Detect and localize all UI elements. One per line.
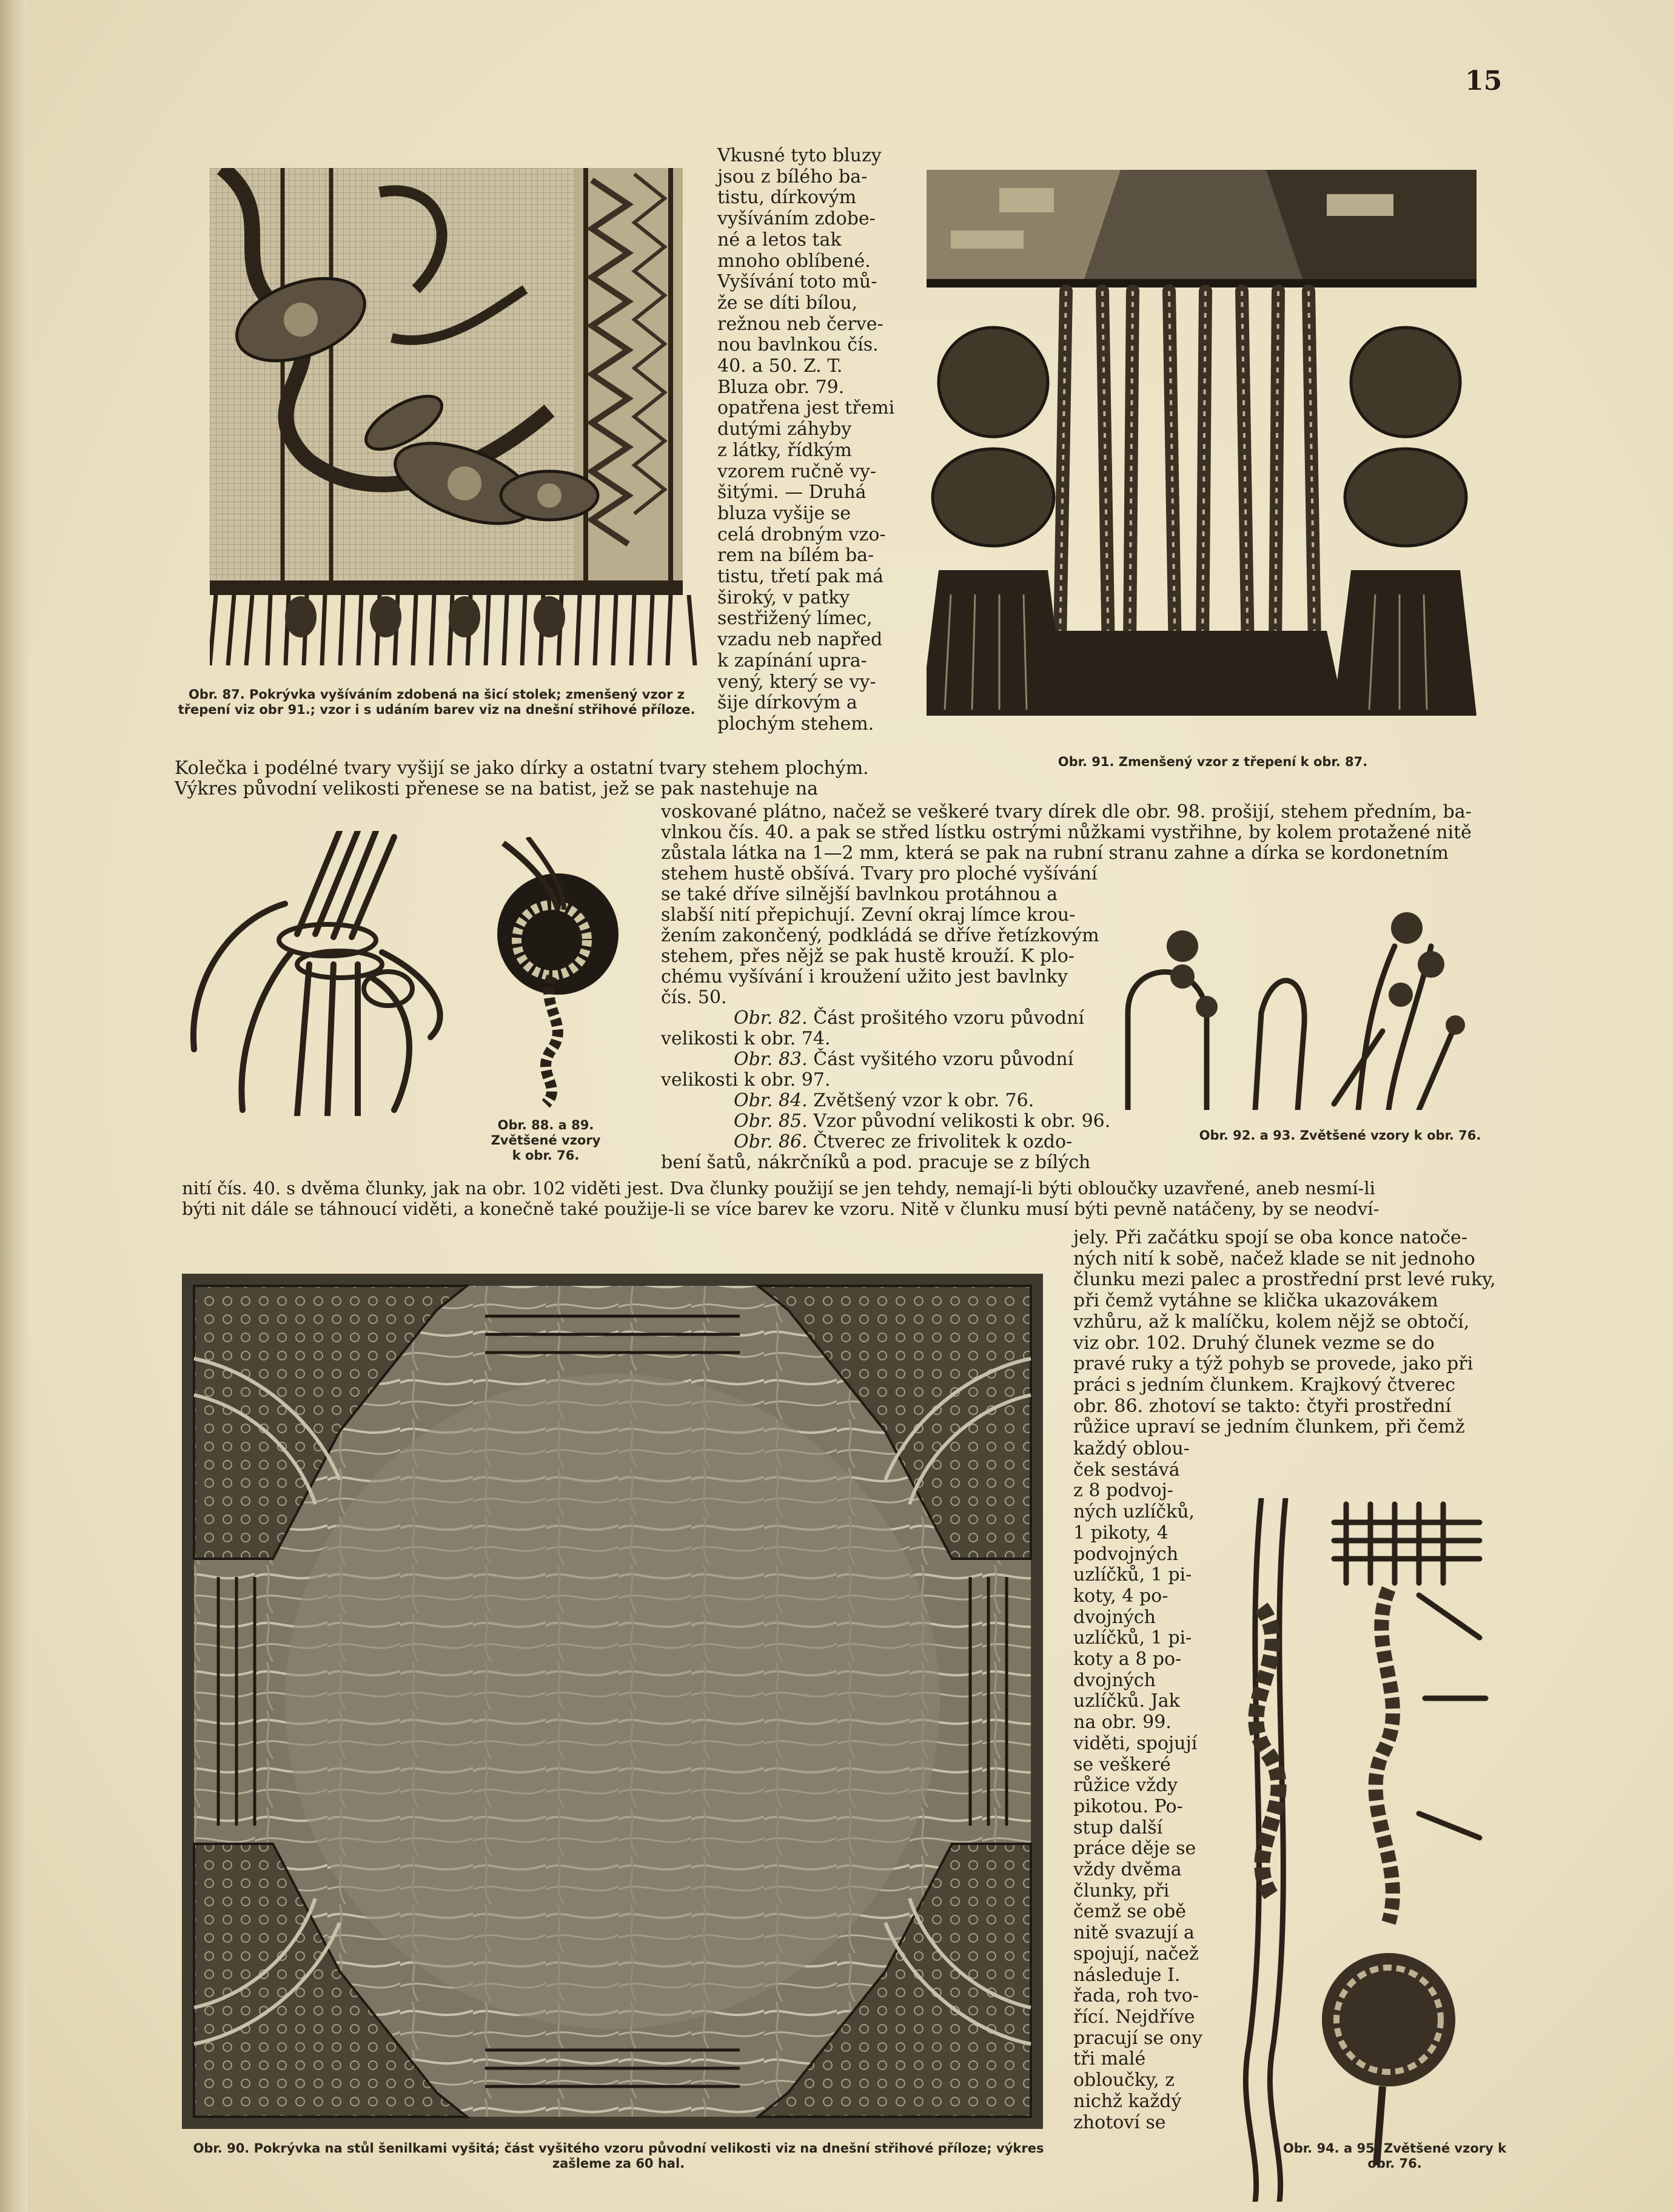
obr-note [661, 1070, 1134, 1091]
text-line: tři malé [1073, 2048, 1146, 2070]
text-line: k zapínání upra- [717, 650, 867, 671]
text-line: ček sestává [1073, 1459, 1180, 1481]
text-line: vzadu neb napřed [717, 629, 883, 651]
text-line: 1 pikoty, 4 [1073, 1522, 1168, 1544]
obr-note [661, 1132, 1134, 1152]
text-line: čís. 50. [661, 987, 727, 1008]
text-mid-wide [661, 802, 1522, 884]
text-line: vzorem ručně vy- [717, 460, 877, 482]
obr-text: Část vyšitého vzoru původní [813, 1049, 1074, 1070]
text-column-top [717, 146, 917, 735]
text-line: slabší nití přepichují. Zevní okraj límce krou- [661, 904, 1076, 926]
text-line: řada, roh tvo- [1073, 1985, 1199, 2007]
obr-note [661, 1029, 1134, 1049]
text-line: čemž se obě [1073, 1901, 1187, 1923]
caption-obr-92-93: Obr. 92. a 93. Zvětšené vzory k obr. 76. [1199, 1128, 1481, 1143]
tassel-fringe-illustration [927, 170, 1477, 740]
tatting-loops-illustration [1116, 910, 1480, 1110]
text-line: se veškeré [1073, 1753, 1171, 1775]
text-line: tistu, dírkovým [717, 187, 857, 209]
text-line: stup další [1073, 1817, 1163, 1838]
text-line: Kolečka i podélné tvary vyšijí se jako dírky a ostatní tvary stehem plochým. [175, 758, 869, 779]
text-line: stehem, přes nějž se pak hustě krouží. K plo- [661, 946, 1075, 967]
text-line: nichž každý [1073, 2090, 1182, 2112]
text-line: koty a 8 po- [1073, 1649, 1182, 1670]
caption-obr-87: Obr. 87. Pokrývka vyšíváním zdobená na šicí stolek; zmenšený vzor z třepení viz obr 91.; vzor i s udáním barev viz na dnešní střihové příloze. [178, 687, 696, 717]
text-line: stehem hustě obšívá. Tvary pro ploché vyšívání [661, 863, 1098, 884]
text-line: nitě svazují a [1073, 1922, 1195, 1944]
text-line: práce děje se [1073, 1838, 1196, 1860]
text-line: že se díti bílou, [717, 292, 858, 314]
text-line: uzlíčků, 1 pi- [1073, 1564, 1192, 1586]
text-line: šije dírkovým a [717, 692, 857, 714]
text-narrow-column [1073, 1439, 1219, 2133]
text-line: dvojných [1073, 1606, 1156, 1628]
text-line: ných nití k sobě, načež klade se nit jednoho [1073, 1248, 1475, 1269]
text-line: režnou neb červe- [717, 313, 883, 335]
text-line: práci s jedním člunkem. Krajkový čtverec [1073, 1374, 1456, 1396]
text-obr-notes [661, 1008, 1134, 1173]
text-line: se také dříve silnější bavlnkou protáhnou a [661, 884, 1058, 905]
text-line: koty, 4 po- [1073, 1585, 1168, 1607]
text-line: viz obr. 102. Druhý člunek vezme se do [1073, 1332, 1435, 1354]
text-line: řící. Nejdříve [1073, 2006, 1195, 2028]
embroidered-table-cover-illustration [210, 168, 707, 671]
text-line: jely. Při začátku spojí se oba konce natoče- [1073, 1227, 1467, 1248]
text-line: chému vyšívání i kroužení užito jest bavlnky [661, 966, 1068, 987]
text-line: žením zakončený, podkládá se dříve řetízkovým [661, 925, 1099, 946]
text-line: Výkres původní velikosti přenese se na batist, jež se pak nastehuje na [175, 778, 819, 799]
text-line: ných uzlíčků, [1073, 1501, 1195, 1523]
text-line: uzlíčků. Jak [1073, 1690, 1180, 1712]
text-line: vlnkou čís. 40. a pak se střed lístku ostrými nůžkami vystřihne, by kolem protažené nitě [661, 822, 1472, 843]
text-line: pravé ruky a týž pohyb se provede, jako při [1073, 1353, 1474, 1375]
text-mid-column [661, 884, 1110, 1008]
tatting-chain-illustration [1225, 1498, 1504, 2202]
obr-text: velikosti k obr. 74. [661, 1028, 831, 1049]
caption-obr-90: Obr. 90. Pokrývka na stůl šenilkami vyšitá; část vyšitého vzoru původní velikosti viz na dnešní střihové příloze; výkres zašleme za 60 hal. [193, 2141, 1044, 2171]
text-line: z látky, řídkým [717, 439, 852, 461]
text-line: růžice upraví se jedním člunkem, při čemž [1073, 1416, 1465, 1438]
text-line: opatřena jest třemi [717, 397, 895, 419]
text-line: tistu, třetí pak má [717, 566, 883, 588]
obr-text: Čtverec ze frivolitek k ozdo- [813, 1131, 1073, 1152]
text-line: Bluza obr. 79. [717, 376, 845, 398]
text-line: zůstala látka na 1—2 mm, která se pak na rubní stranu zahne a dírka se kordonetním [661, 842, 1449, 864]
text-line: široký, v patky [717, 587, 850, 608]
obr-note [661, 1091, 1134, 1111]
obr-ref: Obr. 82. [734, 1007, 808, 1029]
text-line: jsou z bílého ba- [717, 166, 868, 187]
page-number: 15 [1465, 66, 1503, 96]
text-line: nou bavlnkou čís. [717, 334, 879, 356]
page-spine-shadow [0, 0, 28, 2212]
obr-note [661, 1111, 1134, 1132]
obr-ref: Obr. 86. [734, 1131, 808, 1152]
text-full-width-2 [182, 1178, 1522, 1219]
caption-obr-94-95: Obr. 94. a 95. Zvětšené vzory k obr. 76. [1282, 2141, 1507, 2171]
obr-text: Část prošitého vzoru původní [813, 1007, 1085, 1029]
caption-obr-88-89: Obr. 88. a 89. Zvětšené vzory k obr. 76. [491, 1118, 601, 1163]
text-line: člunku mezi palec a prostřední prst levé ruky, [1073, 1269, 1496, 1291]
obr-ref: Obr. 84. [734, 1090, 808, 1111]
text-line: pracují se ony [1073, 2027, 1203, 2049]
text-line: zhotoví se [1073, 2111, 1166, 2133]
text-line: voskované plátno, načež se veškeré tvary dírek dle obr. 98. prošijí, stehem předním, ba- [661, 801, 1472, 822]
text-line: každý oblou- [1073, 1438, 1190, 1459]
text-line: na obr. 99. [1073, 1712, 1172, 1733]
obr-text: Zvětšený vzor k obr. 76. [813, 1090, 1034, 1111]
text-line: viděti, spojují [1073, 1732, 1198, 1754]
text-line: z 8 podvoj- [1073, 1480, 1173, 1502]
obr-note [661, 1152, 1134, 1173]
text-line: člunky, při [1073, 1880, 1170, 1901]
obr-text: bení šatů, nákrčníků a pod. pracuje se z bílých [661, 1152, 1091, 1173]
text-line: růžice vždy [1073, 1775, 1178, 1797]
text-line: spojují, načež [1073, 1943, 1199, 1965]
text-line: při čemž vytáhne se klička ukazovákem [1073, 1290, 1438, 1312]
text-line: podvojných [1073, 1543, 1179, 1565]
text-line: Vyšívání toto mů- [717, 271, 877, 293]
text-line: obloučky, z [1073, 2069, 1175, 2091]
text-line: dvojných [1073, 1669, 1156, 1691]
obr-note [661, 1008, 1134, 1029]
text-line: celá drobným vzo- [717, 523, 886, 545]
text-line: plochým stehem. [717, 713, 874, 735]
text-line: šitými. — Druhá [717, 482, 867, 503]
embroidered-square-cover-illustration [182, 1274, 1043, 2129]
text-line: vzhůru, až k malíčku, kolem nějž se obtočí, [1073, 1311, 1470, 1333]
text-line: následuje I. [1073, 1964, 1181, 1986]
text-line: mnoho oblíbené. [717, 250, 871, 272]
text-line: uzlíčků, 1 pi- [1073, 1627, 1192, 1649]
text-line: obr. 86. zhotoví se takto: čtyři prostřední [1073, 1395, 1452, 1417]
text-line: sestřižený límec, [717, 608, 873, 630]
text-line: né a letos tak [717, 229, 842, 250]
obr-text: velikosti k obr. 97. [661, 1069, 831, 1091]
text-right-column [1073, 1228, 1522, 1438]
obr-ref: Obr. 83. [734, 1049, 808, 1070]
text-line: dutými záhyby [717, 419, 852, 440]
tatting-ring-illustration [491, 837, 625, 1110]
obr-note [661, 1049, 1134, 1070]
text-line: Vkusné tyto bluzy [717, 145, 882, 166]
text-line: vený, který se vy- [717, 671, 876, 693]
obr-text: Vzor původní velikosti k obr. 96. [813, 1111, 1111, 1132]
text-line: vždy dvěma [1073, 1859, 1182, 1881]
text-line: rem na bílém ba- [717, 545, 874, 566]
text-line: bluza vyšije se [717, 502, 851, 524]
text-line: vyšíváním zdobe- [717, 208, 876, 230]
text-line: nití čís. 40. s dvěma člunky, jak na obr. 102 viděti jest. Dva člunky použijí se jen tehdy, nemají-li býti obloučky uzavřené, aneb nesmí-li [182, 1178, 1375, 1198]
text-line: pikotou. Po- [1073, 1795, 1183, 1817]
text-line: býti nit dále se táhnoucí viděti, a konečně také použije-li se více barev ke vzoru. Nitě v člunku musí býti pevně natáčeny, by se neodví- [182, 1198, 1380, 1219]
tatting-knot-illustration [176, 831, 479, 1116]
text-line: 40. a 50. Z. T. [717, 355, 843, 377]
obr-ref: Obr. 85. [734, 1111, 808, 1132]
text-full-width-1 [175, 758, 963, 799]
caption-obr-91: Obr. 91. Zmenšený vzor z třepení k obr. 87. [1058, 755, 1368, 769]
